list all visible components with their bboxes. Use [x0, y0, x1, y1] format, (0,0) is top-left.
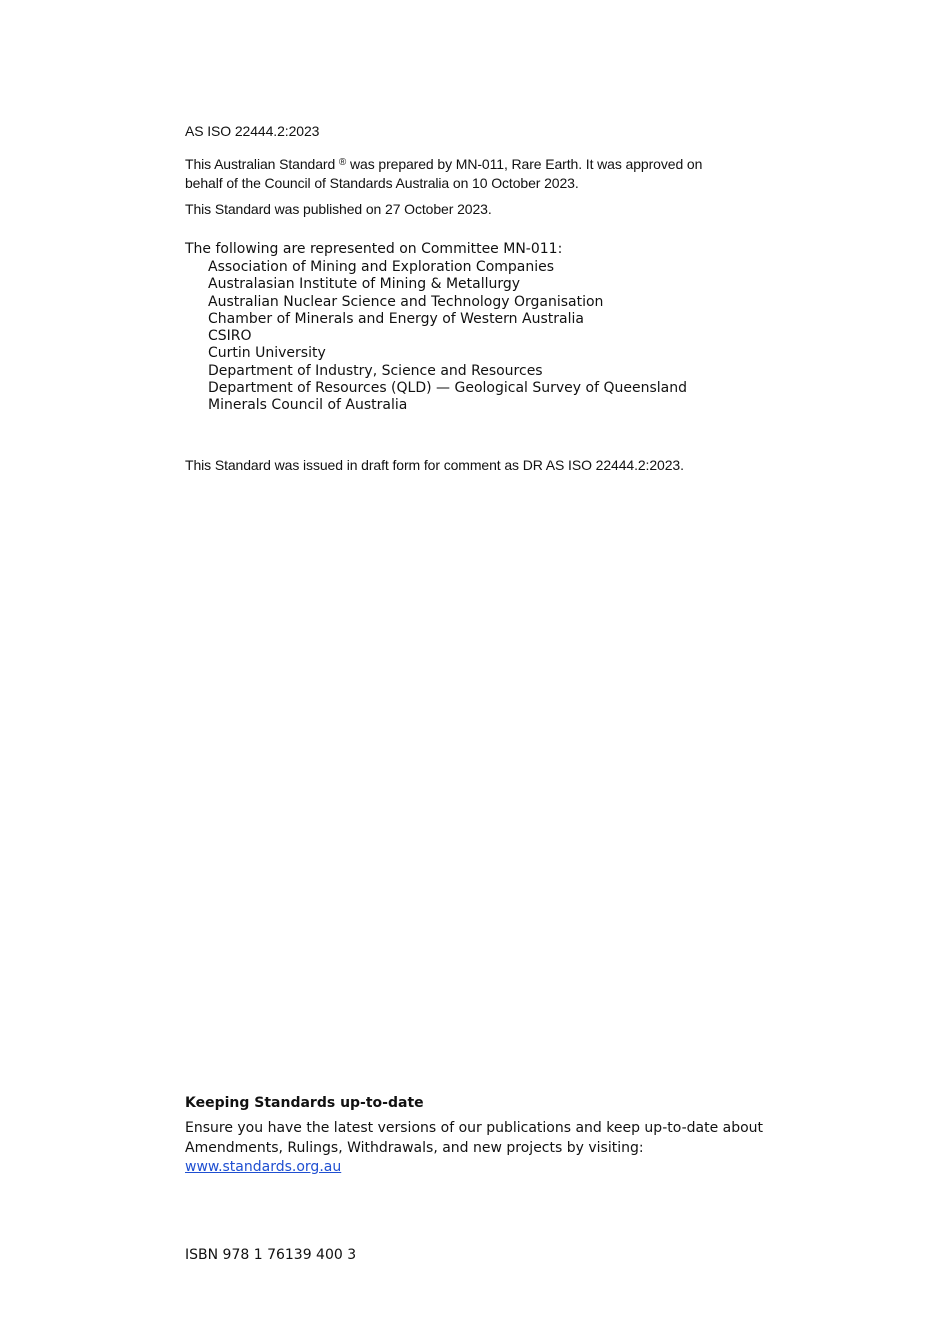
committee-intro: The following are represented on Committee MN-011:	[185, 241, 563, 257]
keeping-text-line2: Amendments, Rulings, Withdrawals, and new projects by visiting:	[185, 1140, 644, 1156]
standards-website-link[interactable]: www.standards.org.au	[185, 1159, 342, 1175]
draft-note: This Standard was issued in draft form for comment as DR AS ISO 22444.2:2023.	[185, 457, 684, 473]
approval-text-line1: was prepared by MN-011, Rare Earth. It was approved on	[346, 156, 703, 172]
committee-member: Department of Industry, Science and Resources	[208, 362, 543, 379]
committee-member: Curtin University	[208, 345, 326, 362]
approval-text-start: This Australian Standard	[185, 156, 339, 172]
approval-text-line2: behalf of the Council of Standards Australia on 10 October 2023.	[185, 175, 579, 191]
committee-member: Chamber of Minerals and Energy of Western Australia	[208, 310, 584, 327]
committee-member: Australasian Institute of Mining & Metallurgy	[208, 276, 521, 293]
committee-member-list	[208, 259, 687, 415]
registered-mark: ®	[338, 157, 347, 168]
document-id: AS ISO 22444.2:2023	[185, 123, 320, 139]
approval-statement	[185, 155, 745, 193]
isbn-number: ISBN 978 1 76139 400 3	[185, 1247, 357, 1263]
publication-date-statement: This Standard was published on 27 October 2023.	[185, 201, 492, 217]
keeping-text-line1: Ensure you have the latest versions of our publications and keep up-to-date about	[185, 1120, 764, 1136]
committee-member: CSIRO	[208, 328, 252, 345]
committee-member: Association of Mining and Exploration Companies	[208, 259, 555, 275]
keeping-up-to-date-heading: Keeping Standards up-to-date	[185, 1095, 424, 1111]
committee-member: Minerals Council of Australia	[208, 397, 408, 414]
committee-member: Department of Resources (QLD) — Geological Survey of Queensland	[208, 380, 687, 397]
committee-member: Australian Nuclear Science and Technology Organisation	[208, 293, 604, 310]
keeping-up-to-date-text	[185, 1118, 763, 1158]
